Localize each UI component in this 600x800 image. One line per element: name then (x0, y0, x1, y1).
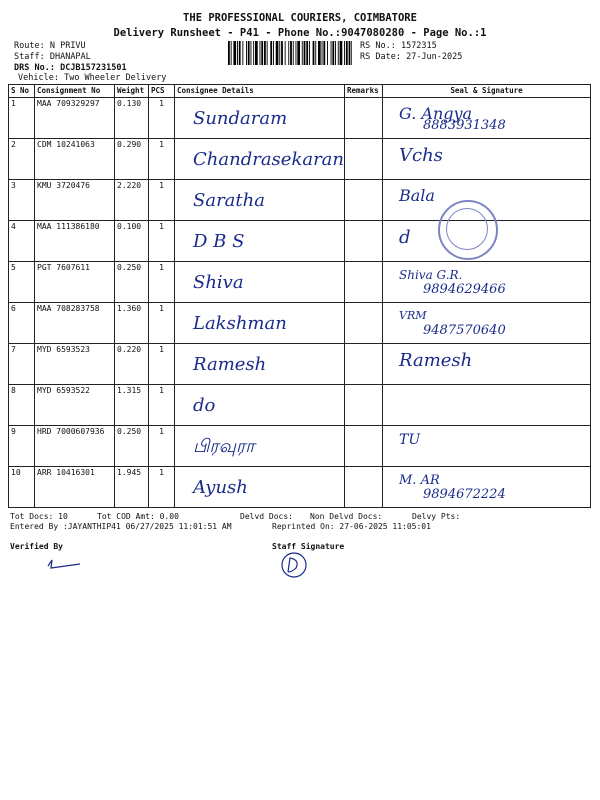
rs-date-value: 27-Jun-2025 (406, 52, 463, 62)
barcode-bar (306, 41, 308, 65)
col-remarks: Remarks (345, 85, 383, 98)
barcode-bar (302, 41, 303, 65)
barcode-bar (239, 41, 241, 65)
row-sno: 2 (9, 139, 35, 180)
barcode-bar (344, 41, 345, 65)
barcode-bar (253, 41, 254, 65)
row-consignee (175, 303, 345, 344)
staff-label: Staff: (14, 52, 45, 62)
barcode-bar (327, 41, 328, 65)
barcode-bar (248, 41, 250, 65)
row-pcs: 1 (149, 262, 175, 303)
handwritten-consignee: Saratha (193, 190, 265, 211)
office-stamp (438, 200, 498, 260)
table-row (9, 98, 591, 139)
row-consignment-no: PGT 7607611 (35, 262, 115, 303)
row-consignment-no: MYD 6593522 (35, 385, 115, 426)
barcode-bar (276, 41, 279, 65)
barcode-bar (318, 41, 321, 65)
row-consignee (175, 180, 345, 221)
barcode-bar (246, 41, 247, 65)
route-value: N PRIVU (49, 41, 86, 51)
row-signature (383, 385, 591, 426)
barcode-bar (231, 41, 232, 65)
row-pcs: 1 (149, 221, 175, 262)
row-sno: 6 (9, 303, 35, 344)
row-sno: 9 (9, 426, 35, 467)
row-consignee (175, 344, 345, 385)
row-sno: 5 (9, 262, 35, 303)
handwritten-phone: 8883931348 (423, 118, 506, 133)
handwritten-consignee: D B S (193, 231, 245, 252)
row-remarks (345, 344, 383, 385)
row-pcs: 1 (149, 98, 175, 139)
row-signature (383, 303, 591, 344)
row-weight: 1.315 (115, 385, 149, 426)
handwritten-signature: G. Angya (399, 104, 473, 123)
verified-signature (44, 554, 84, 572)
barcode-bar (285, 41, 286, 65)
barcode-bar (251, 41, 252, 65)
col-seal-signature: Seal & Signature (383, 85, 591, 98)
handwritten-phone: 9487570640 (423, 323, 506, 338)
handwritten-signature: M. AR (399, 473, 440, 488)
vehicle-value: Two Wheeler Delivery (64, 73, 167, 83)
col-sno: S No (9, 85, 35, 98)
barcode-bar (349, 41, 351, 65)
barcode-bar (290, 41, 292, 65)
drs-label: DRS No.: (14, 63, 55, 73)
row-remarks (345, 98, 383, 139)
reprinted-on: Reprinted On: 27-06-2025 11:05:01 (272, 522, 431, 531)
company-title: THE PROFESSIONAL COURIERS, COIMBATORE (183, 12, 417, 24)
row-weight: 0.130 (115, 98, 149, 139)
row-sno: 8 (9, 385, 35, 426)
row-consignment-no: HRD 7000607936 (35, 426, 115, 467)
runsheet-table (8, 84, 591, 508)
row-signature (383, 467, 591, 508)
row-signature (383, 139, 591, 180)
handwritten-phone: 9894672224 (423, 487, 506, 502)
handwritten-consignee: Ramesh (193, 354, 267, 375)
row-weight: 0.290 (115, 139, 149, 180)
row-remarks (345, 385, 383, 426)
row-consignment-no: MAA 708283758 (35, 303, 115, 344)
col-consignment: Consignment No (35, 85, 115, 98)
row-consignee (175, 426, 345, 467)
row-signature (383, 344, 591, 385)
delvd-docs: Delvd Docs: (240, 512, 293, 521)
handwritten-consignee: Ayush (193, 477, 248, 498)
table-row (9, 385, 591, 426)
row-consignee (175, 98, 345, 139)
route-label: Route: (14, 41, 45, 51)
barcode-bar (346, 41, 348, 65)
row-consignee (175, 221, 345, 262)
col-pcs: PCS (149, 85, 175, 98)
row-remarks (345, 303, 383, 344)
row-pcs: 1 (149, 139, 175, 180)
row-weight: 0.250 (115, 262, 149, 303)
row-signature (383, 262, 591, 303)
row-weight: 0.100 (115, 221, 149, 262)
tot-docs: Tot Docs: 10 (10, 512, 68, 521)
handwritten-signature: Vchs (399, 145, 443, 166)
barcode-bar (260, 41, 261, 65)
entered-by: Entered By :JAYANTHIP41 06/27/2025 11:01:51 AM (10, 522, 232, 531)
handwritten-consignee: Shiva (193, 272, 244, 293)
table-row (9, 221, 591, 262)
rs-no-line (360, 41, 437, 51)
row-pcs: 1 (149, 180, 175, 221)
row-sno: 4 (9, 221, 35, 262)
handwritten-signature: TU (399, 432, 421, 448)
tot-cod: Tot COD Amt: 0.00 (97, 512, 179, 521)
row-remarks (345, 221, 383, 262)
row-consignment-no: MYD 6593523 (35, 344, 115, 385)
table-row (9, 344, 591, 385)
barcode (228, 41, 352, 65)
barcode-bar (270, 41, 272, 65)
staff-value: DHANAPAL (49, 52, 91, 62)
table-row (9, 262, 591, 303)
row-pcs: 1 (149, 385, 175, 426)
vehicle-line (18, 73, 166, 83)
drs-value: DCJB157231501 (60, 63, 127, 73)
row-consignee (175, 385, 345, 426)
barcode-bar (313, 41, 315, 65)
table-row (9, 426, 591, 467)
drs-line (14, 63, 127, 73)
row-consignee (175, 139, 345, 180)
barcode-bar (315, 41, 316, 65)
row-consignment-no: ARR 10416301 (35, 467, 115, 508)
row-remarks (345, 180, 383, 221)
row-weight: 1.945 (115, 467, 149, 508)
barcode-bar (297, 41, 300, 65)
barcode-bar (323, 41, 325, 65)
barcode-bar (228, 41, 230, 65)
row-consignment-no: CDM 10241063 (35, 139, 115, 180)
barcode-bar (335, 41, 336, 65)
staff-signature-mark (276, 550, 312, 580)
row-consignment-no: MAA 111386180 (35, 221, 115, 262)
row-consignment-no: MAA 709329297 (35, 98, 115, 139)
row-signature (383, 426, 591, 467)
rs-date-label: RS Date: (360, 52, 401, 62)
handwritten-consignee: do (193, 395, 216, 416)
row-sno: 7 (9, 344, 35, 385)
barcode-bar (279, 41, 280, 65)
row-pcs: 1 (149, 344, 175, 385)
table-row (9, 139, 591, 180)
row-sno: 1 (9, 98, 35, 139)
handwritten-signature: Shiva G.R. (399, 268, 463, 282)
row-remarks (345, 467, 383, 508)
runsheet-subtitle: Delivery Runsheet - P41 - Phone No.:9047080280 - Page No.:1 (113, 27, 487, 39)
barcode-bar (264, 41, 266, 65)
barcode-bar (281, 41, 283, 65)
rs-no-value: 1572315 (400, 41, 437, 51)
row-pcs: 1 (149, 303, 175, 344)
barcode-bar (237, 41, 238, 65)
row-weight: 0.250 (115, 426, 149, 467)
handwritten-signature: VRM (399, 309, 427, 322)
table-header-row (9, 85, 591, 98)
delvy-pts: Delvy Pts: (412, 512, 461, 521)
row-consignee (175, 262, 345, 303)
barcode-bar (332, 41, 334, 65)
barcode-bar (296, 41, 297, 65)
handwritten-consignee: Chandrasekaran (193, 149, 345, 170)
handwritten-consignee: Sundaram (193, 108, 288, 129)
row-remarks (345, 139, 383, 180)
barcode-bar (267, 41, 268, 65)
row-consignment-no: KMU 3720476 (35, 180, 115, 221)
barcode-bar (304, 41, 306, 65)
row-weight: 2.220 (115, 180, 149, 221)
col-weight: Weight (115, 85, 149, 98)
handwritten-consignee: Lakshman (193, 313, 287, 334)
barcode-bar (338, 41, 339, 65)
handwritten-signature: Ramesh (399, 350, 473, 371)
row-sno: 3 (9, 180, 35, 221)
barcode-bar (322, 41, 323, 65)
barcode-bar (288, 41, 289, 65)
barcode-bar (242, 41, 243, 65)
staff-line (14, 52, 91, 62)
table-row (9, 467, 591, 508)
barcode-bar (309, 41, 310, 65)
barcode-bar (340, 41, 343, 65)
barcode-bar (273, 41, 274, 65)
row-consignee (175, 467, 345, 508)
non-delvd-docs: Non Delvd Docs: (310, 512, 383, 521)
row-signature (383, 98, 591, 139)
row-remarks (345, 426, 383, 467)
handwritten-signature: Bala (399, 186, 435, 205)
table-row (9, 180, 591, 221)
barcode-bar (293, 41, 294, 65)
barcode-bar (255, 41, 258, 65)
rs-no-label: RS No.: (360, 41, 396, 51)
vehicle-label: Vehicle: (18, 73, 59, 83)
handwritten-consignee: பிரவுரா (193, 436, 255, 457)
row-pcs: 1 (149, 467, 175, 508)
handwritten-signature: d (399, 227, 411, 248)
row-pcs: 1 (149, 426, 175, 467)
row-sno: 10 (9, 467, 35, 508)
barcode-bar (261, 41, 263, 65)
row-weight: 1.360 (115, 303, 149, 344)
staff-signature-label: Staff Signature (272, 542, 345, 551)
col-consignee: Consignee Details (175, 85, 345, 98)
barcode-bar (351, 41, 352, 65)
route-line (14, 41, 86, 51)
barcode-bar (331, 41, 332, 65)
rs-date-line (360, 52, 462, 62)
row-weight: 0.220 (115, 344, 149, 385)
table-row (9, 303, 591, 344)
handwritten-phone: 9894629466 (423, 282, 506, 297)
row-remarks (345, 262, 383, 303)
verified-by-label: Verified By (10, 542, 63, 551)
barcode-bar (233, 41, 236, 65)
